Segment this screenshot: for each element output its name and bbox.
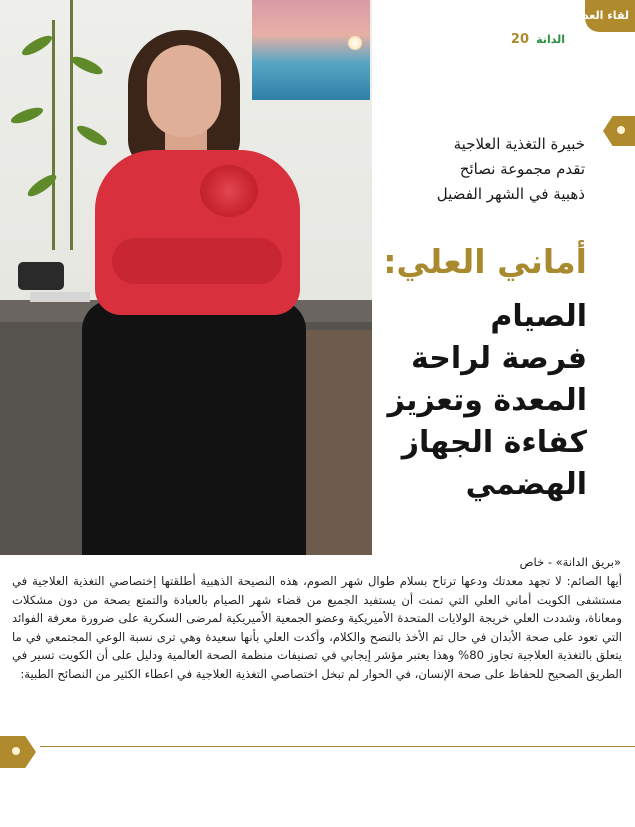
subtitle-line: تقدم مجموعة نصائح [459,160,585,178]
red-blouse [95,150,300,315]
black-skirt [82,300,306,555]
plant-leaf [69,53,104,77]
brand-logo: الدانة [536,33,565,46]
headline-line: المعدة وتعزيز [387,383,587,418]
sun-shape [348,36,362,50]
footer-dot-icon [12,747,20,755]
laptop [30,292,90,302]
crossed-arms [112,238,282,284]
marker-dot-icon [617,126,625,134]
face [147,45,221,137]
headline-line: كفاءة الجهاز [401,425,587,460]
rose-brooch [200,165,258,217]
headline [367,296,587,506]
plant-leaf [20,32,55,59]
desk-phone [18,262,64,290]
subtitle-line: خبيرة التغذية العلاجية [453,135,585,153]
plant-stem [70,0,73,250]
portrait-photo [0,0,372,555]
subtitle-line: ذهبية في الشهر الفضيل [436,185,585,203]
plant-leaf [75,122,110,149]
section-label: لقاء العدد [577,9,629,22]
article-body: أيها الصائم: لا تجهد معدتك ودعها ترتاح بسلام طوال شهر الصوم، هذه النصيحة الذهبية أطلقتها إختصاصي التغذية العلاجية في مستشفى الكويت أماني العلي التي تمنت أن يستفيد الجميع من قضاء شهر الصيام بالعبادة والتمتع بصحة من دون مشكلات ومعاناة، وشددت العلي خريجة الولايات المتحدة الأميريكية وعضو الجمعية الأميريكية لمرضى السكرية على ضرورة معرفة الفوائد التي تعود على صحة الأبدان في حال تم الأخذ بالنصح والكلام، وأكدت العلي بأنها سعيدة وهي ترى نسبة الوعي المجتمعي في ما يتعلق بالتغذية العلاجية تجاوز 80% وهذا يعتبر مؤشر إيجابي في تصنيفات منظمة الصحة العالمية ودليل على أن الكويت تسير في الطريق الصحيح للحفاظ على صحة الإنسان، في الحوار لم تبخل اختصاصي التغذية العلاجية في اعطاء الكثير من النصائح الطبية: [12,574,622,681]
section-tab [577,0,635,32]
headline-line: الهضمي [465,467,587,502]
article-credit: «بريق الدانة» - خاص [519,555,621,569]
page-number: 20 [510,32,529,47]
plant-leaf [9,105,45,127]
plant-stem [52,20,55,250]
interviewee-name: أماني العلي: [383,242,587,281]
footer-rule [40,746,635,747]
wall-painting [252,0,370,100]
headline-line: فرصة لراحة [411,341,587,376]
subtitle [345,132,585,207]
wooden-cabinet [300,330,372,555]
headline-line: الصيام [490,299,587,334]
